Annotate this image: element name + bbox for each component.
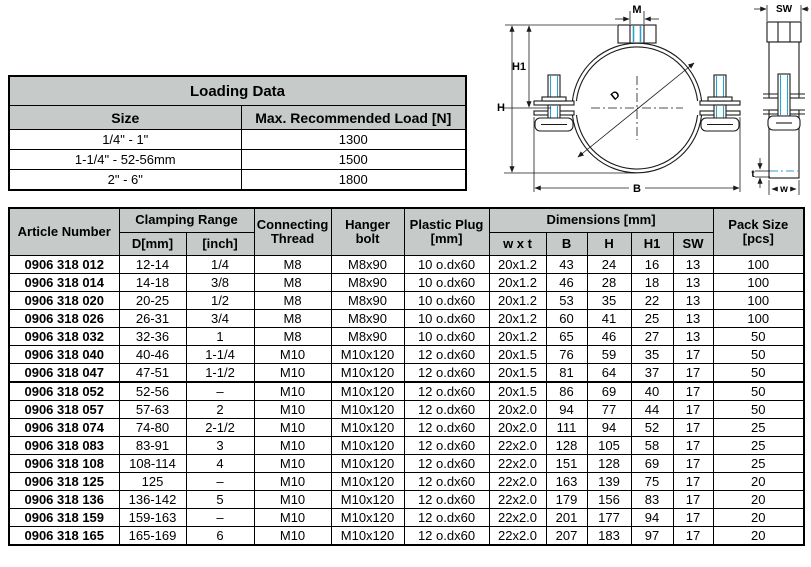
h-cell: 77	[587, 401, 631, 419]
clamping-dmm-cell: 12-14	[119, 256, 186, 274]
clamping-inch-cell: 1/4	[186, 256, 254, 274]
pack-size-cell: 100	[713, 274, 804, 292]
clamping-inch-cell: 2-1/2	[186, 419, 254, 437]
h-cell: 28	[587, 274, 631, 292]
col-article-number: Article Number	[9, 208, 119, 256]
pack-size-cell: 25	[713, 437, 804, 455]
b-cell: 163	[546, 473, 587, 491]
col-pack-size: Pack Size [pcs]	[713, 208, 804, 256]
plastic-plug-cell: 12 o.dx60	[404, 455, 489, 473]
sw-cell: 13	[673, 292, 713, 310]
loading-table-title: Loading Data	[9, 76, 466, 106]
article-number-cell: 0906 318 165	[9, 527, 119, 546]
connecting-thread-cell: M10	[254, 491, 331, 509]
connecting-thread-cell: M10	[254, 382, 331, 401]
dim-label-b: B	[633, 183, 641, 195]
plastic-plug-cell: 10 o.dx60	[404, 256, 489, 274]
h1-cell: 40	[631, 382, 673, 401]
pack-size-cell: 100	[713, 310, 804, 328]
hanger-bolt-cell: M10x120	[331, 401, 404, 419]
h1-cell: 16	[631, 256, 673, 274]
connecting-thread-cell: M10	[254, 455, 331, 473]
h-cell: 64	[587, 364, 631, 383]
clamping-inch-cell: 1-1/2	[186, 364, 254, 383]
wxt-cell: 22x2.0	[489, 473, 546, 491]
col-h: H	[587, 233, 631, 256]
wxt-cell: 20x2.0	[489, 419, 546, 437]
b-cell: 43	[546, 256, 587, 274]
sw-cell: 13	[673, 310, 713, 328]
table-row	[9, 527, 804, 546]
article-number-cell: 0906 318 125	[9, 473, 119, 491]
clamping-inch-cell: 2	[186, 401, 254, 419]
dim-label-h: H	[497, 102, 505, 114]
table-row	[9, 310, 804, 328]
plastic-plug-cell: 12 o.dx60	[404, 491, 489, 509]
connecting-thread-cell: M10	[254, 437, 331, 455]
table-row	[9, 455, 804, 473]
plastic-plug-cell: 10 o.dx60	[404, 292, 489, 310]
plastic-plug-cell: 12 o.dx60	[404, 382, 489, 401]
h1-cell: 97	[631, 527, 673, 546]
hanger-bolt-cell: M10x120	[331, 437, 404, 455]
clamping-inch-cell: 3	[186, 437, 254, 455]
clamping-inch-cell: 1-1/4	[186, 346, 254, 364]
sw-cell: 17	[673, 491, 713, 509]
clamping-inch-cell: –	[186, 382, 254, 401]
size-cell: 1/4" - 1"	[9, 130, 241, 150]
clamp-side-view	[763, 22, 805, 178]
clamping-inch-cell: 1	[186, 328, 254, 346]
dim-label-sw: SW	[775, 4, 793, 15]
size-cell: 2" - 6"	[9, 170, 241, 191]
hanger-bolt-cell: M10x120	[331, 419, 404, 437]
pack-size-cell: 20	[713, 491, 804, 509]
wxt-cell: 20x2.0	[489, 401, 546, 419]
dim-label-d: D	[608, 88, 623, 103]
wxt-cell: 20x1.5	[489, 382, 546, 401]
pack-size-cell: 50	[713, 328, 804, 346]
b-cell: 128	[546, 437, 587, 455]
col-sw: SW	[673, 233, 713, 256]
table-row	[9, 401, 804, 419]
h-cell: 177	[587, 509, 631, 527]
clamping-inch-cell: 3/4	[186, 310, 254, 328]
clamping-inch-cell: 4	[186, 455, 254, 473]
connecting-thread-cell: M8	[254, 328, 331, 346]
sw-cell: 13	[673, 328, 713, 346]
sw-cell: 17	[673, 437, 713, 455]
h1-cell: 52	[631, 419, 673, 437]
h-cell: 59	[587, 346, 631, 364]
sw-cell: 17	[673, 455, 713, 473]
max-load-cell: 1300	[241, 130, 466, 150]
spec-table-body	[9, 256, 804, 546]
pack-size-cell: 50	[713, 364, 804, 383]
clamping-dmm-cell: 40-46	[119, 346, 186, 364]
sw-cell: 17	[673, 509, 713, 527]
article-spec-table	[8, 207, 805, 546]
plastic-plug-cell: 12 o.dx60	[404, 346, 489, 364]
b-cell: 86	[546, 382, 587, 401]
article-number-cell: 0906 318 040	[9, 346, 119, 364]
dim-label-h1: H1	[511, 61, 527, 73]
dim-label-m: M	[632, 4, 642, 16]
clamp-front-view	[534, 25, 740, 173]
b-cell: 76	[546, 346, 587, 364]
h-cell: 128	[587, 455, 631, 473]
hanger-bolt-cell: M8x90	[331, 274, 404, 292]
connecting-thread-cell: M8	[254, 274, 331, 292]
wxt-cell: 20x1.2	[489, 274, 546, 292]
table-row	[9, 437, 804, 455]
clamping-dmm-cell: 32-36	[119, 328, 186, 346]
pack-size-cell: 100	[713, 292, 804, 310]
hanger-bolt-cell: M10x120	[331, 455, 404, 473]
plastic-plug-cell: 12 o.dx60	[404, 527, 489, 546]
b-cell: 46	[546, 274, 587, 292]
loading-table-title-row	[9, 76, 466, 106]
table-row	[9, 256, 804, 274]
loading-col-max-load: Max. Recommended Load [N]	[241, 106, 466, 130]
sw-cell: 13	[673, 256, 713, 274]
col-d-mm: D[mm]	[119, 233, 186, 256]
connecting-thread-cell: M8	[254, 292, 331, 310]
plastic-plug-cell: 12 o.dx60	[404, 401, 489, 419]
article-number-cell: 0906 318 057	[9, 401, 119, 419]
loading-table-header-row	[9, 106, 466, 130]
h1-cell: 94	[631, 509, 673, 527]
sw-cell: 17	[673, 401, 713, 419]
hanger-bolt-cell: M8x90	[331, 310, 404, 328]
hanger-bolt-cell: M10x120	[331, 491, 404, 509]
clamping-dmm-cell: 26-31	[119, 310, 186, 328]
wxt-cell: 20x1.2	[489, 328, 546, 346]
dim-label-w: w	[780, 184, 788, 195]
loading-col-size: Size	[9, 106, 241, 130]
col-b: B	[546, 233, 587, 256]
clamping-dmm-cell: 47-51	[119, 364, 186, 383]
clamp-drawing-svg	[489, 0, 811, 202]
wxt-cell: 20x1.2	[489, 256, 546, 274]
pack-size-cell: 20	[713, 527, 804, 546]
col-connecting-thread: Connecting Thread	[254, 208, 331, 256]
table-row	[9, 419, 804, 437]
sw-cell: 17	[673, 527, 713, 546]
h1-cell: 25	[631, 310, 673, 328]
clamping-dmm-cell: 74-80	[119, 419, 186, 437]
col-inch: [inch]	[186, 233, 254, 256]
pack-size-cell: 50	[713, 401, 804, 419]
connecting-thread-cell: M8	[254, 256, 331, 274]
table-row	[9, 328, 804, 346]
pack-size-cell: 25	[713, 419, 804, 437]
hanger-bolt-cell: M10x120	[331, 473, 404, 491]
hanger-bolt-cell: M8x90	[331, 256, 404, 274]
article-number-cell: 0906 318 083	[9, 437, 119, 455]
clamping-dmm-cell: 14-18	[119, 274, 186, 292]
hanger-bolt-cell: M10x120	[331, 527, 404, 546]
wxt-cell: 22x2.0	[489, 509, 546, 527]
b-cell: 81	[546, 364, 587, 383]
h-cell: 156	[587, 491, 631, 509]
plastic-plug-cell: 12 o.dx60	[404, 419, 489, 437]
col-clamping-range: Clamping Range	[119, 208, 254, 233]
pack-size-cell: 20	[713, 509, 804, 527]
article-number-cell: 0906 318 159	[9, 509, 119, 527]
col-plastic-plug: Plastic Plug [mm]	[404, 208, 489, 256]
table-row	[9, 382, 804, 401]
sw-cell: 13	[673, 274, 713, 292]
pack-size-cell: 25	[713, 455, 804, 473]
hanger-bolt-cell: M10x120	[331, 382, 404, 401]
sw-cell: 17	[673, 419, 713, 437]
wxt-cell: 20x1.5	[489, 364, 546, 383]
h1-cell: 44	[631, 401, 673, 419]
b-cell: 179	[546, 491, 587, 509]
h-cell: 24	[587, 256, 631, 274]
loading-data-table	[8, 75, 467, 191]
article-number-cell: 0906 318 108	[9, 455, 119, 473]
b-cell: 65	[546, 328, 587, 346]
sw-cell: 17	[673, 382, 713, 401]
h1-cell: 22	[631, 292, 673, 310]
h1-cell: 58	[631, 437, 673, 455]
h-cell: 94	[587, 419, 631, 437]
article-number-cell: 0906 318 047	[9, 364, 119, 383]
connecting-thread-cell: M10	[254, 364, 331, 383]
connecting-thread-cell: M10	[254, 509, 331, 527]
loading-table-row	[9, 170, 466, 191]
wxt-cell: 20x1.2	[489, 310, 546, 328]
b-cell: 94	[546, 401, 587, 419]
hanger-bolt-cell: M8x90	[331, 292, 404, 310]
plastic-plug-cell: 12 o.dx60	[404, 509, 489, 527]
sw-cell: 17	[673, 473, 713, 491]
plastic-plug-cell: 12 o.dx60	[404, 364, 489, 383]
clamping-inch-cell: 3/8	[186, 274, 254, 292]
connecting-thread-cell: M10	[254, 527, 331, 546]
b-cell: 111	[546, 419, 587, 437]
table-row	[9, 274, 804, 292]
dim-label-t: t	[751, 169, 755, 180]
clamping-dmm-cell: 159-163	[119, 509, 186, 527]
h-cell: 69	[587, 382, 631, 401]
h-cell: 183	[587, 527, 631, 546]
pack-size-cell: 50	[713, 346, 804, 364]
table-row	[9, 346, 804, 364]
table-row	[9, 473, 804, 491]
max-load-cell: 1800	[241, 170, 466, 191]
clamping-dmm-cell: 20-25	[119, 292, 186, 310]
table-row	[9, 491, 804, 509]
connecting-thread-cell: M10	[254, 401, 331, 419]
clamping-inch-cell: 5	[186, 491, 254, 509]
pack-size-cell: 50	[713, 382, 804, 401]
sw-cell: 17	[673, 346, 713, 364]
h-cell: 41	[587, 310, 631, 328]
clamping-inch-cell: –	[186, 473, 254, 491]
pack-size-cell: 100	[713, 256, 804, 274]
h1-cell: 18	[631, 274, 673, 292]
h-cell: 105	[587, 437, 631, 455]
clamping-dmm-cell: 57-63	[119, 401, 186, 419]
wxt-cell: 20x1.2	[489, 292, 546, 310]
h1-cell: 69	[631, 455, 673, 473]
wxt-cell: 22x2.0	[489, 437, 546, 455]
sw-cell: 17	[673, 364, 713, 383]
plastic-plug-cell: 10 o.dx60	[404, 310, 489, 328]
h1-cell: 35	[631, 346, 673, 364]
connecting-thread-cell: M10	[254, 473, 331, 491]
b-cell: 207	[546, 527, 587, 546]
plastic-plug-cell: 10 o.dx60	[404, 328, 489, 346]
hanger-bolt-cell: M8x90	[331, 328, 404, 346]
table-row	[9, 292, 804, 310]
clamping-dmm-cell: 125	[119, 473, 186, 491]
wxt-cell: 22x2.0	[489, 491, 546, 509]
clamping-dmm-cell: 165-169	[119, 527, 186, 546]
clamping-dmm-cell: 136-142	[119, 491, 186, 509]
table-row	[9, 509, 804, 527]
article-number-cell: 0906 318 026	[9, 310, 119, 328]
article-number-cell: 0906 318 136	[9, 491, 119, 509]
h1-cell: 83	[631, 491, 673, 509]
col-dimensions: Dimensions [mm]	[489, 208, 713, 233]
article-number-cell: 0906 318 074	[9, 419, 119, 437]
clamping-inch-cell: 6	[186, 527, 254, 546]
col-hanger-bolt: Hanger bolt	[331, 208, 404, 256]
size-cell: 1-1/4" - 52-56mm	[9, 150, 241, 170]
h-cell: 139	[587, 473, 631, 491]
article-number-cell: 0906 318 052	[9, 382, 119, 401]
hanger-bolt-cell: M10x120	[331, 509, 404, 527]
max-load-cell: 1500	[241, 150, 466, 170]
hanger-bolt-cell: M10x120	[331, 364, 404, 383]
clamp-technical-drawing	[489, 0, 811, 202]
pack-size-cell: 20	[713, 473, 804, 491]
article-number-cell: 0906 318 014	[9, 274, 119, 292]
spec-header-row-1	[9, 208, 804, 233]
h-cell: 35	[587, 292, 631, 310]
article-number-cell: 0906 318 020	[9, 292, 119, 310]
h1-cell: 75	[631, 473, 673, 491]
loading-table-row	[9, 150, 466, 170]
h1-cell: 37	[631, 364, 673, 383]
b-cell: 53	[546, 292, 587, 310]
wxt-cell: 22x2.0	[489, 527, 546, 546]
clamping-inch-cell: –	[186, 509, 254, 527]
hanger-bolt-cell: M10x120	[331, 346, 404, 364]
col-wxt: w x t	[489, 233, 546, 256]
clamping-dmm-cell: 108-114	[119, 455, 186, 473]
h1-cell: 27	[631, 328, 673, 346]
article-number-cell: 0906 318 012	[9, 256, 119, 274]
plastic-plug-cell: 12 o.dx60	[404, 473, 489, 491]
article-number-cell: 0906 318 032	[9, 328, 119, 346]
plastic-plug-cell: 10 o.dx60	[404, 274, 489, 292]
b-cell: 201	[546, 509, 587, 527]
loading-table-body	[9, 130, 466, 191]
b-cell: 151	[546, 455, 587, 473]
b-cell: 60	[546, 310, 587, 328]
loading-table-row	[9, 130, 466, 150]
h-cell: 46	[587, 328, 631, 346]
plastic-plug-cell: 12 o.dx60	[404, 437, 489, 455]
wxt-cell: 20x1.5	[489, 346, 546, 364]
connecting-thread-cell: M10	[254, 346, 331, 364]
clamping-dmm-cell: 83-91	[119, 437, 186, 455]
table-row	[9, 364, 804, 383]
wxt-cell: 22x2.0	[489, 455, 546, 473]
clamping-dmm-cell: 52-56	[119, 382, 186, 401]
col-h1: H1	[631, 233, 673, 256]
connecting-thread-cell: M8	[254, 310, 331, 328]
clamping-inch-cell: 1/2	[186, 292, 254, 310]
connecting-thread-cell: M10	[254, 419, 331, 437]
